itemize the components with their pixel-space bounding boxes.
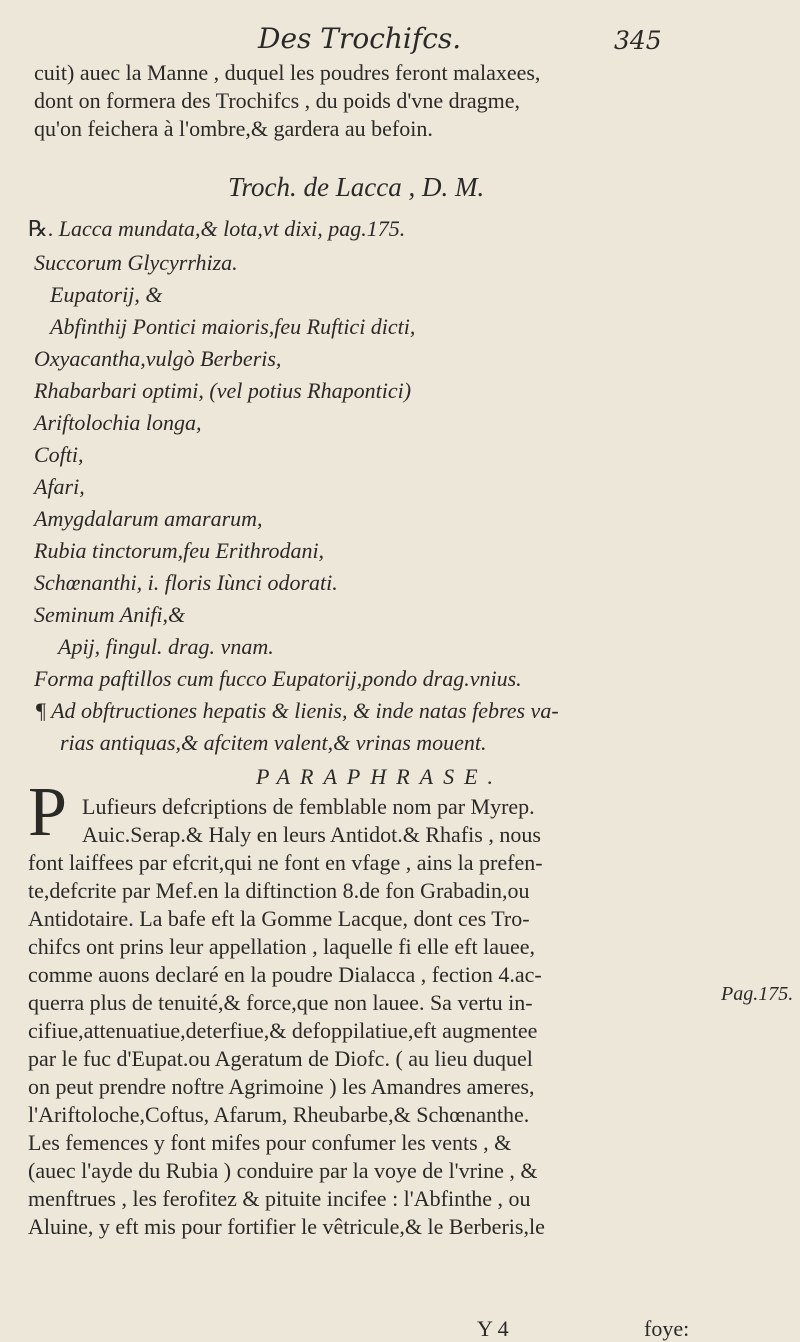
running-title: Des Trochifcs.	[258, 22, 462, 55]
paraphrase-heading: PARAPHRASE.	[256, 764, 504, 789]
recipe-ingredient: Apij, fingul. drag. vnam.	[58, 634, 274, 659]
recipe-ingredient: Afari,	[34, 474, 85, 499]
paragraph-line: par le fuc d'Eupat.ou Ageratum de Diofc. ( au lieu duquel	[28, 1046, 533, 1071]
paragraph-line: Aluine, y eft mis pour fortifier le vêtricule,& le Berberis,le	[28, 1214, 545, 1239]
paragraph-line: Auic.Serap.& Haly en leurs Antidot.& Rhafis , nous	[82, 822, 541, 847]
recipe-line-first	[28, 216, 405, 242]
recipe-indication: rias antiquas,& afcitem valent,& vrinas mouent.	[60, 730, 487, 755]
paragraph-line: querra plus de tenuité,& force,que non lauee. Sa vertu in-	[28, 990, 533, 1015]
pilcrow-mark: ¶	[36, 698, 46, 723]
recipe-instruction: Forma paftillos cum fucco Eupatorij,pondo drag.vnius.	[34, 666, 522, 691]
text-line: dont on formera des Trochifcs , du poids d'vne dragme,	[34, 88, 521, 113]
paragraph-line: Antidotaire. La bafe eft la Gomme Lacque, dont ces Tro-	[28, 906, 530, 931]
recipe-ingredient: Oxyacantha,vulgò Berberis,	[34, 346, 282, 371]
recipe-ingredient: Eupatorij, &	[50, 282, 163, 307]
recipe-ingredient: Amygdalarum amararum,	[34, 506, 263, 531]
recipe-ingredient: Lacca mundata,& lota,vt dixi, pag.175.	[58, 216, 406, 241]
recipe-ingredient: Seminum Anifi,&	[34, 602, 186, 627]
paragraph-line: font laiffees par efcrit,qui ne font en vfage , ains la prefen-	[28, 850, 543, 875]
paragraph-line: Les femences y font mifes pour confumer les vents , &	[28, 1130, 512, 1155]
paragraph-line: menftrues , les ferofitez & pituite incifee : l'Abfinthe , ou	[28, 1186, 531, 1211]
paragraph-line: Lufieurs defcriptions de femblable nom par Myrep.	[82, 794, 535, 819]
recipe-ingredient: Schœnanthi, i. floris Iùnci odorati.	[34, 570, 338, 595]
paragraph-line: cifiue,attenuatiue,deterfiue,& defoppilatiue,eft augmentee	[28, 1018, 538, 1043]
page-number: 345	[614, 26, 662, 55]
recipe-ingredient: Ariftolochia longa,	[34, 410, 202, 435]
recipe-ingredient: Succorum Glycyrrhiza.	[34, 250, 238, 275]
recipe-indication-first	[36, 698, 559, 724]
recipe-ingredient: Abfinthij Pontici maioris,feu Ruftici dicti,	[50, 314, 416, 339]
text-line: cuit) auec la Manne , duquel les poudres feront malaxees,	[34, 60, 541, 85]
catchword: foye:	[644, 1316, 690, 1341]
paragraph-line: te,defcrite par Mef.en la diftinction 8.de fon Grabadin,ou	[28, 878, 530, 903]
recipe-indication: Ad obftructiones hepatis & lienis, & inde natas febres va-	[51, 698, 559, 723]
paragraph-line: chifcs ont prins leur appellation , laquelle fi elle eft lauee,	[28, 934, 536, 959]
margin-reference: Pag.175.	[721, 983, 794, 1005]
recipe-ingredient: Cofti,	[34, 442, 84, 467]
paragraph-line: l'Ariftoloche,Coftus, Afarum, Rheubarbe,& Schœnanthe.	[28, 1102, 530, 1127]
signature-mark: Y 4	[477, 1316, 509, 1341]
drop-cap: P	[28, 774, 67, 851]
text-line: qu'on feichera à l'ombre,& gardera au befoin.	[34, 116, 433, 141]
recipe-heading: Troch. de Lacca , D. M.	[228, 172, 485, 202]
paragraph-line: on peut prendre noftre Agrimoine ) les Amandres ameres,	[28, 1074, 535, 1099]
recipe-ingredient: Rhabarbari optimi, (vel potius Rhapontici)	[34, 378, 412, 403]
paragraph-line: (auec l'ayde du Rubia ) conduire par la voye de l'vrine , &	[28, 1158, 538, 1183]
paragraph-line: comme auons declaré en la poudre Dialacca , fection 4.ac-	[28, 962, 542, 987]
recipe-ingredient: Rubia tinctorum,feu Erithrodani,	[34, 538, 325, 563]
recipe-symbol: ℞.	[28, 216, 54, 241]
